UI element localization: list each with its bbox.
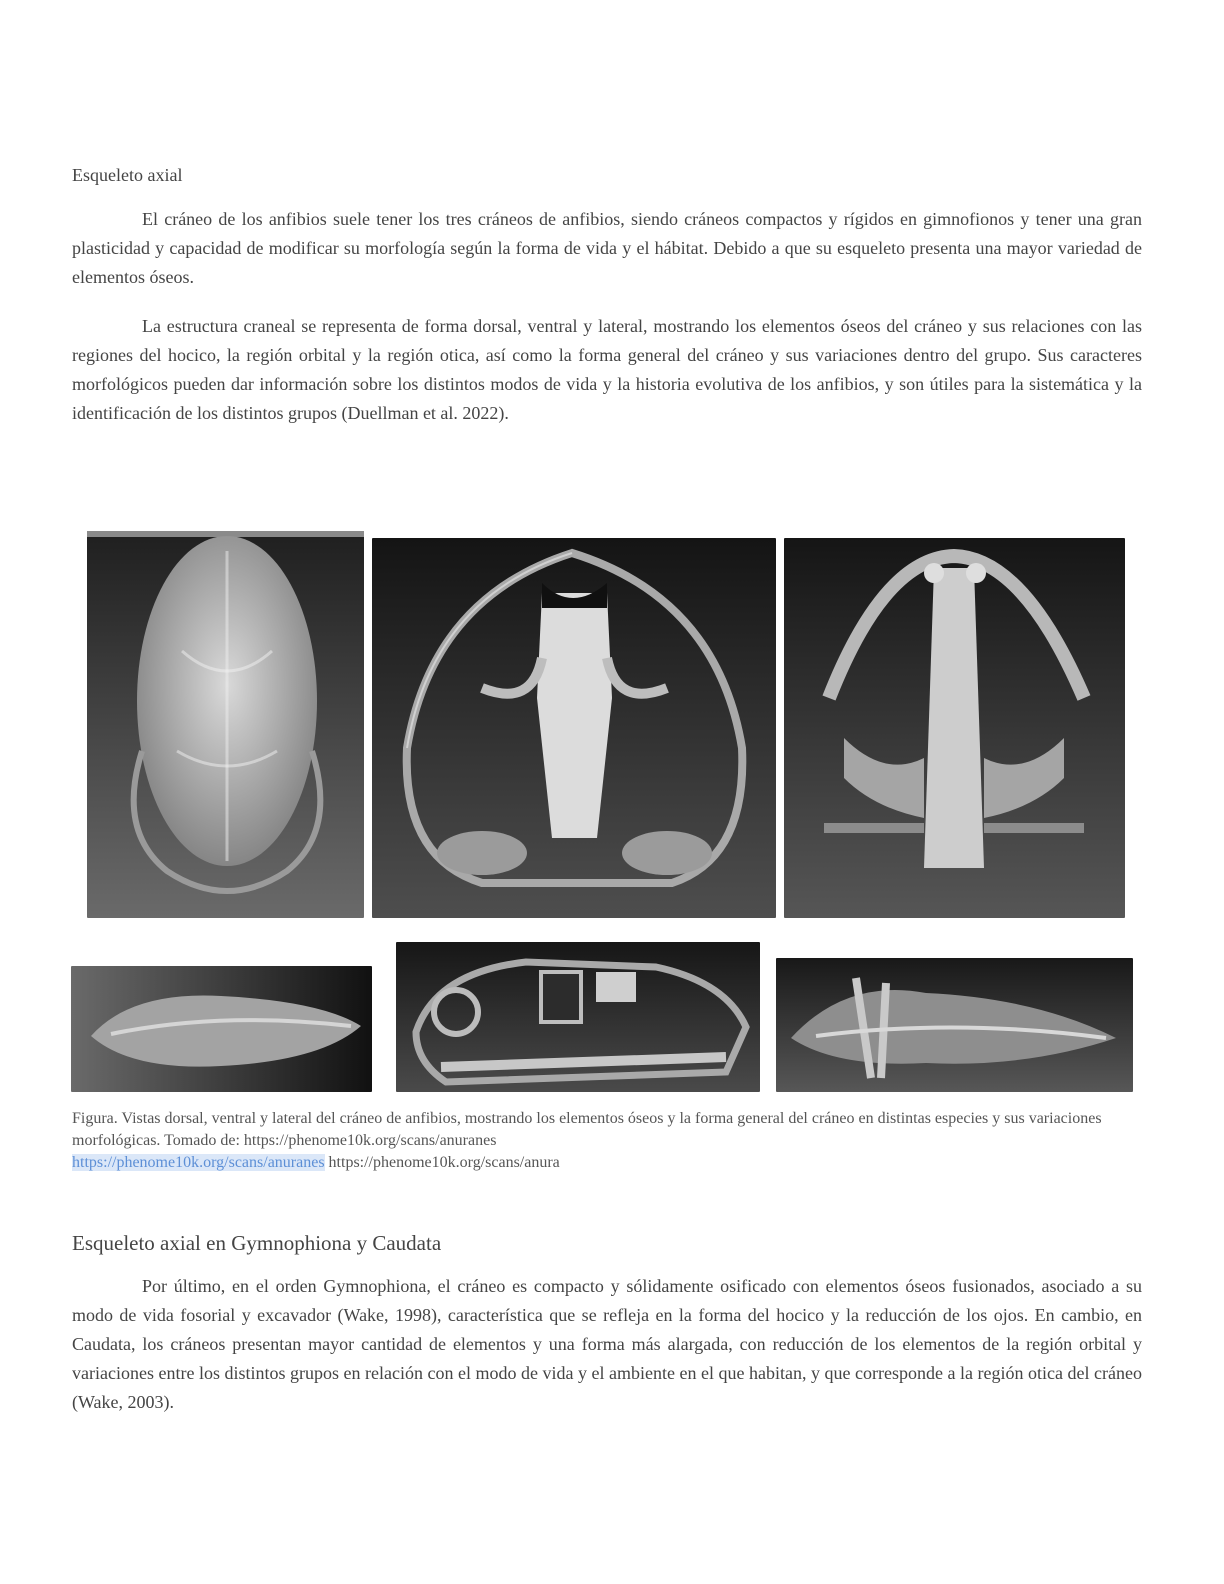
caption-link[interactable]: https://phenome10k.org/scans/anuranes xyxy=(72,1154,325,1171)
section-title: Esqueleto axial xyxy=(72,165,183,185)
skull-lateral-view-3 xyxy=(776,958,1133,1092)
figure-caption xyxy=(72,1108,1142,1174)
caption-text: Figura. Vistas dorsal, ventral y lateral del cráneo de anfibios, mostrando los elementos óseos y la forma general del cráneo en distintas especies y sus variaciones morfológicas. Tomado de: https://phenome10k.org/scans/anuranes xyxy=(72,1110,1102,1149)
section-title-2: Esqueleto axial en Gymnophiona y Caudata xyxy=(72,1231,442,1255)
caption-link-trailing: https://phenome10k.org/scans/anura xyxy=(328,1154,560,1171)
skull-dorsal-view-2 xyxy=(784,538,1125,918)
paragraph-1: El cráneo de los anfibios suele tener los tres cráneos de anfibios, siendo cráneos compactos y rígidos en gimnofionos y tener una gran plasticidad y capacidad de modificar su morfología según la forma de vida y el hábitat. Debido a que su esqueleto presenta una mayor variedad de elementos óseos. xyxy=(72,209,1142,287)
skull-lateral-view-2 xyxy=(396,942,760,1092)
skull-lateral-view-1 xyxy=(71,966,372,1092)
skull-ventral-view xyxy=(372,538,776,918)
paragraph-3: Por último, en el orden Gymnophiona, el cráneo es compacto y sólidamente osificado con elementos óseos fusionados, asociado a su modo de vida fosorial y excavador (Wake, 1998), característica que se refleja en la forma del hocico y la reducción de los ojos. En cambio, en Caudata, los cráneos presentan mayor cantidad de elementos y una forma más alargada, con reducción de los elementos de la región orbital y variaciones entre los distintos grupos en relación con el modo de vida y el ambiente en el que habitan, y que corresponde a la región otica del cráneo (Wake, 2003). xyxy=(72,1276,1142,1412)
paragraph-2: La estructura craneal se representa de forma dorsal, ventral y lateral, mostrando los elementos óseos del cráneo y sus relaciones con las regiones del hocico, la región orbital y la región otica, así como la forma general del cráneo y sus variaciones dentro del grupo. Sus caracteres morfológicos pueden dar información sobre los distintos modos de vida y la historia evolutiva de los anfibios, y son útiles para la sistemática y la identificación de los distintos grupos (Duellman et al. 2022). xyxy=(72,316,1142,423)
skull-dorsal-view-1 xyxy=(87,531,364,918)
